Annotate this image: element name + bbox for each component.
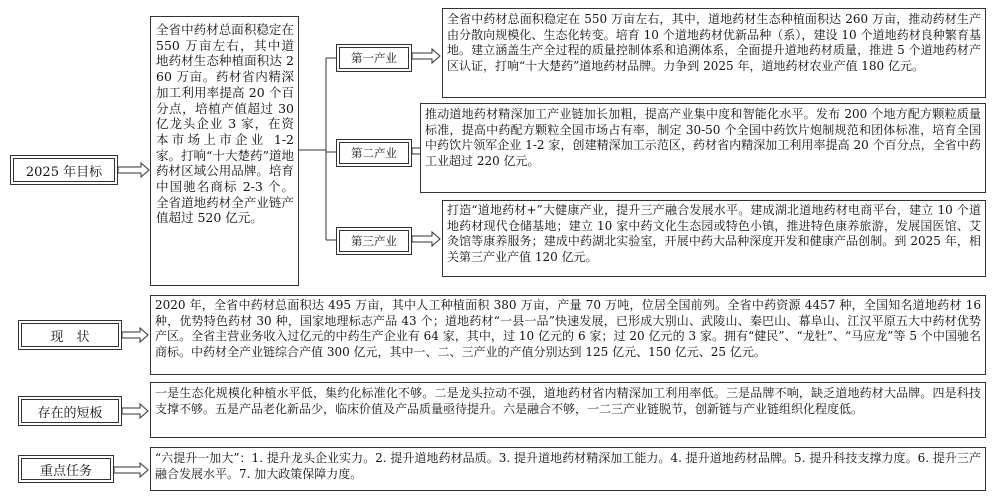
sector3-arrow bbox=[412, 232, 440, 246]
sector-1-detail-text: 全省中药材总面积稳定在 550 万亩左右，其中，道地药材生态种植面积达 260 万亩，推动药材生产由分散向规模化、生态化转变。培育 10 个道地药材优新品种（系），建设 10 个道地药材良种繁育基地。建立涵盖生产全过程的质量控制体系和追溯体系，全面提升道地药材质量，推进 5 个道地药材产区认证，打响“十大楚药”道地药材品牌。力争到 2025 年，道地药材农业产值 180 亿元。 bbox=[447, 12, 981, 73]
tasks-label: 重点任务 bbox=[39, 463, 92, 479]
status-detail-text: 2020 年，全省中药材总面积达 495 万亩，其中人工种植面积 380 万亩，产量 70 万吨，位居全国前列。全省中药资源 4457 种，全国知名道地药材 16 种，优势特色药材 30 种，国家地理标志产品 43 个；道地药材“一县一品”快速发展，已形成大别山、武陵山、秦巴山、幕阜山、江汉平原五大中药材优势产区。全省主营业务收入过亿元的中药生产企业有 64 家，其中，过 10 亿元的 6 家；过 20 亿元的 3 家。拥有“健民”、“龙牡”、“马应龙”等 5 个中国驰名商标。中药材全产业链综合产值 300 亿元，其中一、二、三产业的产值分别达到 125 亿元、150 亿元、25 亿元。 bbox=[155, 298, 981, 359]
status-arrow bbox=[122, 328, 148, 342]
shortcomings-label-box bbox=[18, 396, 122, 426]
sector-1-label: 第一产业 bbox=[351, 51, 397, 65]
status-label: 现 状 bbox=[50, 329, 90, 345]
goal-arrow bbox=[118, 163, 149, 177]
sector-2-label: 第二产业 bbox=[351, 146, 397, 160]
sector-2-label-box bbox=[336, 139, 412, 167]
sector-1-label-box bbox=[336, 44, 412, 72]
shortcomings-label: 存在的短板 bbox=[37, 405, 103, 421]
sector-3-detail-text: 打造“道地药材+”大健康产业，提升三产融合发展水平。建成湖北道地药材电商平台，建立 10 个道地药材现代仓储基地；建立 10 家中药文化生态园或特色小镇，推进特色康养旅游，发展国医馆、艾灸馆等康养服务；建成中药湖北实验室，开展中药大品种深度开发和健康产品创制。到 2025 年，相关第三产业产值 120 亿元。 bbox=[447, 203, 981, 264]
tasks-arrow bbox=[114, 463, 148, 477]
shortcomings-detail-text: 一是生态化规模化种植水平低，集约化标准化不够。二是龙头拉动不强，道地药材省内精深加工利用率低。三是品牌不响，缺乏道地药材大品牌。四是科技支撑不够。五是产品老化新品少，临床价值及产品质量亟待提升。六是融合不够，一二三产业链脱节，创新链与产业链组织化程度低。 bbox=[155, 386, 981, 416]
sector1-arrow bbox=[412, 49, 440, 63]
shortcomings-arrow bbox=[122, 404, 148, 418]
sector-3-label-box bbox=[336, 227, 412, 255]
tasks-detail-text: “六提升一加大”：1. 提升龙头企业实力。2. 提升道地药材品质。3. 提升道地药材精深加工能力。4. 提升道地药材品牌。5. 提升科技支撑力度。6. 提升三产融合发展水平。7. 加大政策保障力度。 bbox=[155, 451, 981, 481]
status-label-box bbox=[18, 320, 122, 350]
sector-2-detail-text: 推动道地药材精深加工产业链加长加粗，提高产业集中度和智能化水平。发布 200 个地方配方颗粒质量标准，提高中药配方颗粒全国市场占有率，制定 30-50 个全国中药饮片炮制规范和团体标准，培育全国中药饮片领军企业 1-2 家，创建精深加工示范区，药材省内精深加工利用率提高 20 个百分点，全省中药工业超过 220 亿元。 bbox=[425, 107, 981, 168]
goal-label-box bbox=[10, 155, 118, 185]
goal-summary-text: 全省中药材总面积稳定在 550 万亩左右，其中道地药材生态种植面积达 260 万亩。药材省内精深加工利用率提高 20 个百分点，培植产值超过 30 亿龙头企业 3 家，在资本市场上市企业 1-2 家。打响“十大楚药”道地药材区域公用品牌。培育中国驰名商标 2-3 个。全省道地药材全产业链产值超过 520 亿元。 bbox=[156, 22, 294, 226]
goal-label: 2025 年目标 bbox=[25, 164, 103, 180]
sector-3-label: 第三产业 bbox=[351, 234, 397, 248]
tasks-label-box bbox=[18, 455, 114, 483]
